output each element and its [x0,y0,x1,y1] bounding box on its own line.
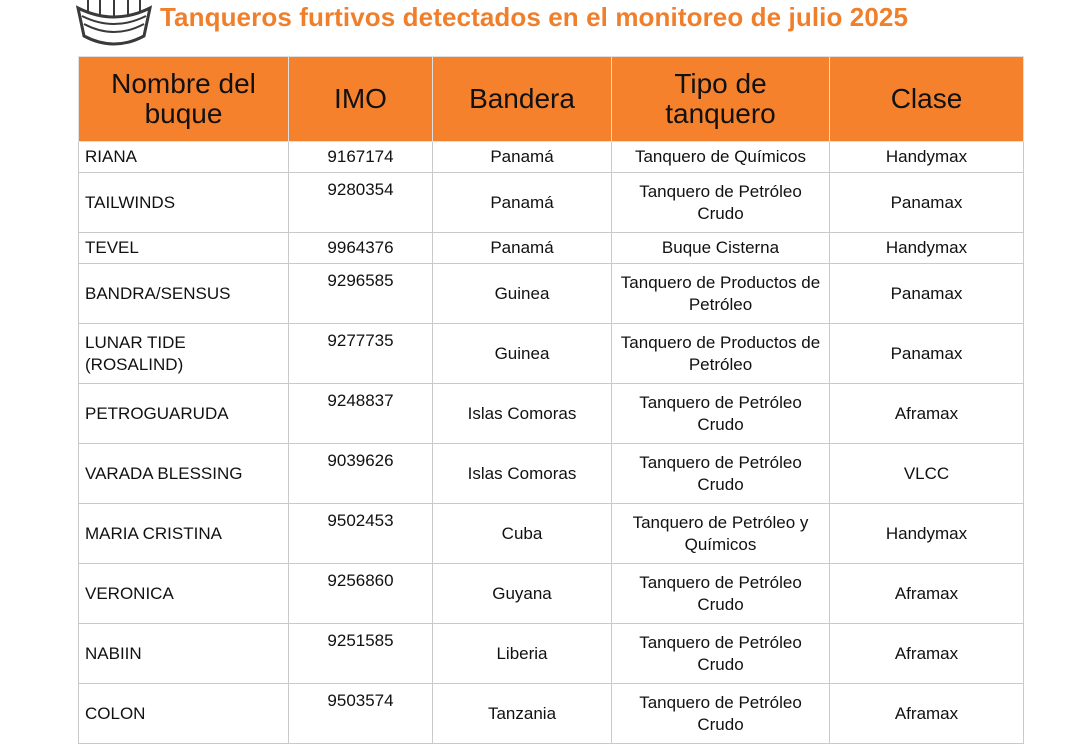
cell-flag: Islas Comoras [433,384,612,444]
cell-class: VLCC [830,444,1024,504]
cell-tanker-type: Tanquero de Petróleo Crudo [612,624,830,684]
cell-vessel-name: RIANA [79,142,289,173]
cell-flag: Guyana [433,564,612,624]
cell-tanker-type: Tanquero de Petróleo Crudo [612,173,830,233]
table-row [79,173,1024,233]
cell-vessel-name: BANDRA/SENSUS [79,264,289,324]
header-tanker-type: Tipo de tanquero [612,57,830,142]
cell-flag: Panamá [433,142,612,173]
table-row [79,564,1024,624]
cell-imo: 9502453 [289,504,433,564]
header-vessel-name: Nombre del buque [79,57,289,142]
cell-flag: Guinea [433,324,612,384]
cell-vessel-name: TEVEL [79,233,289,264]
cell-class: Handymax [830,233,1024,264]
cell-imo: 9964376 [289,233,433,264]
cell-class: Aframax [830,684,1024,744]
table-row [79,233,1024,264]
cell-flag: Liberia [433,624,612,684]
cell-tanker-type: Tanquero de Productos de Petróleo [612,324,830,384]
cell-tanker-type: Tanquero de Petróleo Crudo [612,444,830,504]
cell-flag: Panamá [433,233,612,264]
cell-imo: 9296585 [289,264,433,324]
table-row [79,504,1024,564]
cell-imo: 9167174 [289,142,433,173]
cell-tanker-type: Tanquero de Petróleo Crudo [612,684,830,744]
cell-tanker-type: Tanquero de Productos de Petróleo [612,264,830,324]
cell-imo: 9248837 [289,384,433,444]
cell-class: Panamax [830,173,1024,233]
cell-class: Aframax [830,624,1024,684]
ship-logo [74,0,154,50]
cell-imo: 9277735 [289,324,433,384]
cell-tanker-type: Tanquero de Petróleo Crudo [612,564,830,624]
cell-vessel-name: LUNAR TIDE (ROSALIND) [79,324,289,384]
cell-tanker-type: Tanquero de Químicos [612,142,830,173]
cell-tanker-type: Buque Cisterna [612,233,830,264]
page-title: Tanqueros furtivos detectados en el monitoreo de julio 2025 [160,2,909,32]
table-row [79,324,1024,384]
table-row [79,142,1024,173]
cell-imo: 9039626 [289,444,433,504]
cell-vessel-name: VARADA BLESSING [79,444,289,504]
cell-imo: 9256860 [289,564,433,624]
cell-imo: 9280354 [289,173,433,233]
cell-flag: Tanzania [433,684,612,744]
cell-flag: Islas Comoras [433,444,612,504]
table-row [79,384,1024,444]
table-row [79,264,1024,324]
cell-vessel-name: COLON [79,684,289,744]
cell-class: Aframax [830,564,1024,624]
cell-vessel-name: MARIA CRISTINA [79,504,289,564]
cell-flag: Guinea [433,264,612,324]
table-row [79,684,1024,744]
cell-vessel-name: NABIIN [79,624,289,684]
header-flag: Bandera [433,57,612,142]
cell-vessel-name: VERONICA [79,564,289,624]
table-row [79,444,1024,504]
cell-class: Panamax [830,264,1024,324]
cell-imo: 9503574 [289,684,433,744]
cell-flag: Cuba [433,504,612,564]
cell-vessel-name: PETROGUARUDA [79,384,289,444]
header-class: Clase [830,57,1024,142]
cell-vessel-name: TAILWINDS [79,173,289,233]
cell-imo: 9251585 [289,624,433,684]
ship-icon [74,0,154,50]
cell-class: Panamax [830,324,1024,384]
cell-flag: Panamá [433,173,612,233]
cell-tanker-type: Tanquero de Petróleo Crudo [612,384,830,444]
table-header-row [79,57,1024,142]
tankers-table [78,56,1024,744]
cell-class: Handymax [830,142,1024,173]
cell-class: Aframax [830,384,1024,444]
cell-tanker-type: Tanquero de Petróleo y Químicos [612,504,830,564]
header-imo: IMO [289,57,433,142]
cell-class: Handymax [830,504,1024,564]
